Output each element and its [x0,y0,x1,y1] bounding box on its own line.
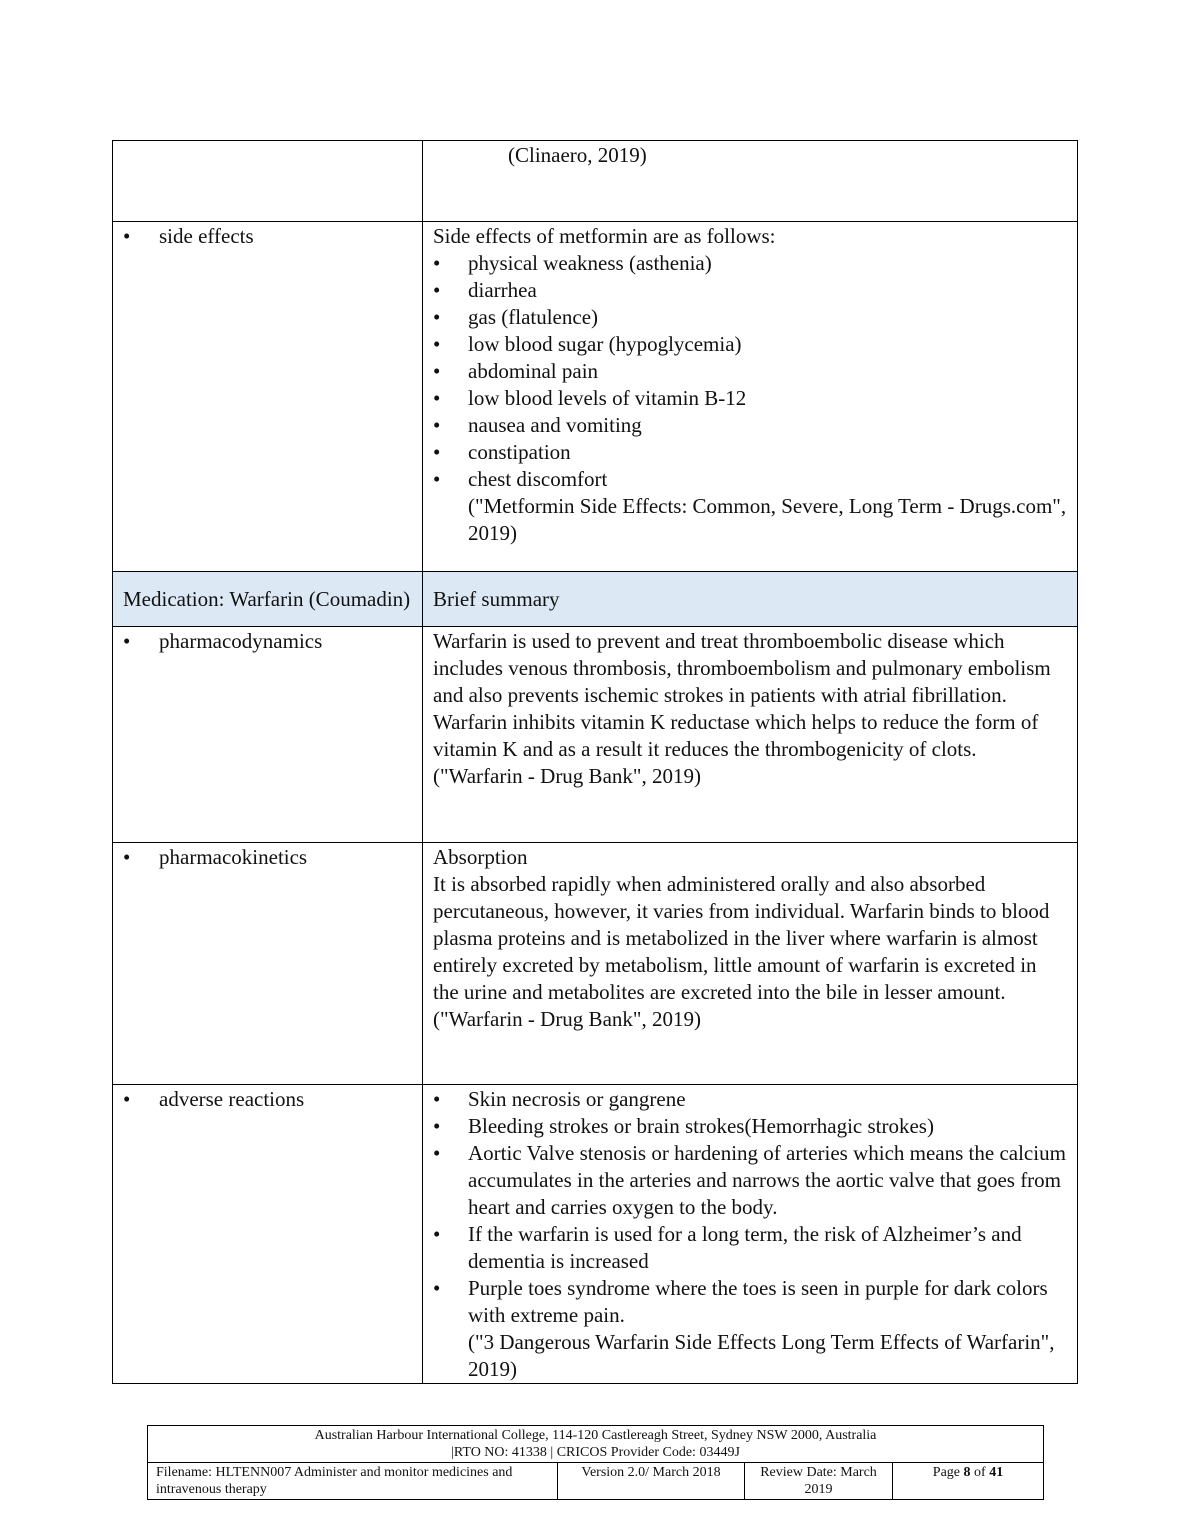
list-item: • Skin necrosis or gangrene [433,1087,686,1111]
list-item: • Bleeding strokes or brain strokes(Hemorrhagic strokes) [433,1114,934,1138]
table-row [113,141,1078,222]
list-item: • Aortic Valve stenosis or hardening of arteries which means the calcium accumulates in the arteries and narrows the aortic valve that goes from heart and carries oxygen to the body. [433,1141,1066,1219]
bullet-icon: • [433,413,441,437]
bullet-icon: • [433,332,441,356]
bullet-icon: • [433,1141,441,1165]
list-item: • abdominal pain [433,359,599,383]
summary-intro: Side effects of metformin are as follows: [433,224,776,248]
bullet-icon: • [433,278,441,302]
list-item: • gas (flatulence) [433,305,599,329]
bullet-icon: • [433,359,441,383]
summary-cell [423,627,1078,843]
filename: Filename: HLTENN007 Administer and monitor medicines and intravenous therapy [148,1463,558,1500]
medication-name-cell [113,572,423,627]
summary-cell [423,843,1078,1085]
footer-row [148,1463,1044,1500]
bullet-icon: • [433,467,441,491]
version: Version 2.0/ March 2018 [558,1463,745,1500]
college-info [148,1426,1044,1463]
list-item: • Purple toes syndrome where the toes is seen in purple for dark colors with extreme pain. [433,1276,1048,1327]
table-row [113,1085,1078,1384]
summary-cell [423,141,1078,222]
row-label: side effects [159,224,254,248]
bullet-icon: • [123,629,131,653]
list-item: • low blood levels of vitamin B-12 [433,386,747,410]
list-item: • chest discomfort [433,467,608,491]
table-row [113,843,1078,1085]
bullet-icon: • [433,1222,441,1246]
bullet-icon: • [433,1114,441,1138]
bullet-icon: • [433,251,441,275]
review-date: Review Date: March 2019 [745,1463,893,1500]
bullet-icon: • [123,845,131,869]
citation: ("Warfarin - Drug Bank", 2019) [433,1007,701,1031]
section-header-row [113,572,1078,627]
medication-name: Medication: Warfarin (Coumadin) [123,586,411,611]
citation: ("Metformin Side Effects: Common, Severe, Long Term - Drugs.com", 2019) [468,494,1067,545]
bullet-icon: • [123,224,131,248]
brief-summary-header: Brief summary [423,572,1078,627]
citation: (Clinaero, 2019) [508,143,647,167]
list-item: • diarrhea [433,278,537,302]
adverse-reactions-list [433,1085,1067,1329]
list-item: • low blood sugar (hypoglycemia) [433,332,742,356]
summary-text: Warfarin is used to prevent and treat thromboembolic disease which includes venous thrombosis, thromboembolism and pulmonary embolism and also prevents ischemic strokes in patients with atrial fibrillation. Warfarin inhibits vitamin K reductase which helps to reduce the form of vitamin K and as a result it reduces the thrombogenicity of clots. ("Warfarin - Drug Bank", 2019) [433,629,1051,788]
bullet-icon: • [123,1087,131,1111]
citation: ("3 Dangerous Warfarin Side Effects Long Term Effects of Warfarin", 2019) [468,1330,1055,1381]
bullet-icon: • [433,1087,441,1111]
bullet-icon: • [433,386,441,410]
summary-text: It is absorbed rapidly when administered orally and also absorbed percutaneous, however, it varies from individual. Warfarin binds to blood plasma proteins and is metabolized in the liver where warfarin is almost entirely excreted by metabolism, little amount of warfarin is excreted in the urine and metabolites are excreted into the bile in lesser amount. [433,872,1050,1004]
page-number: Page 8 of 41 [893,1463,1044,1500]
footer-row [148,1426,1044,1463]
bullet-icon: • [433,305,441,329]
bullet-icon: • [433,440,441,464]
summary-heading: Absorption [433,845,528,869]
list-item: • nausea and vomiting [433,413,642,437]
row-label: adverse reactions [159,1087,305,1111]
list-item: • physical weakness (asthenia) [433,251,712,275]
summary-cell [423,222,1078,572]
medication-table [112,140,1078,1384]
label-cell [113,222,423,572]
label-cell [113,843,423,1085]
total-pages: 41 [989,1465,1004,1480]
label-cell [113,627,423,843]
row-label: pharmacodynamics [159,629,323,653]
page-footer [147,1425,1044,1500]
summary-cell [423,1085,1078,1384]
current-page: 8 [963,1465,971,1480]
table-row [113,222,1078,572]
list-item: • constipation [433,440,571,464]
list-item: • If the warfarin is used for a long term, the risk of Alzheimer’s and dementia is increased [433,1222,1022,1273]
bullet-icon: • [433,1276,441,1300]
registration-codes: |RTO NO: 41338 | CRICOS Provider Code: 03449J [451,1445,740,1460]
college-address: Australian Harbour International College, 114-120 Castlereagh Street, Sydney NSW 2000, Australia [314,1428,877,1443]
label-cell [113,1085,423,1384]
side-effects-list [433,250,1067,493]
row-label: pharmacokinetics [159,845,308,869]
empty-cell [113,141,423,222]
table-row [113,627,1078,843]
